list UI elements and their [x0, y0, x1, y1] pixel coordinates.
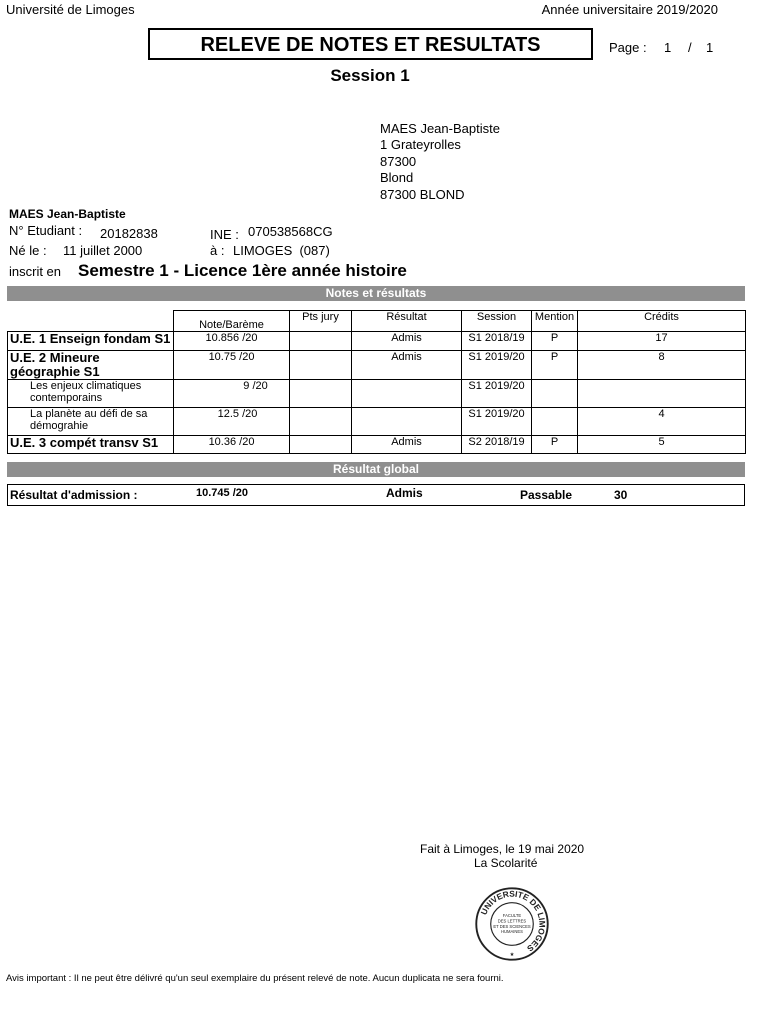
birth-label: Né le :	[9, 243, 47, 258]
table-row	[8, 332, 746, 351]
row-result	[352, 408, 462, 436]
university-name: Université de Limoges	[6, 2, 135, 17]
row-label: Les enjeux climatiques contemporains	[8, 380, 174, 408]
table-row	[8, 436, 746, 454]
row-result: Admis	[352, 351, 462, 380]
row-jury	[290, 351, 352, 380]
stamp-inner-line: FACULTE	[502, 913, 522, 919]
row-label: U.E. 1 Enseign fondam S1	[8, 332, 174, 351]
address-line: MAES Jean-Baptiste	[380, 121, 500, 136]
ine-value: 070538568CG	[248, 224, 333, 239]
table-row	[8, 408, 746, 436]
row-jury	[290, 436, 352, 454]
student-id-label: N° Etudiant :	[9, 223, 83, 238]
page-label: Page :	[609, 40, 647, 55]
row-session: S2 2018/19	[462, 436, 532, 454]
header-jury: Pts jury	[290, 311, 352, 332]
row-result: Admis	[352, 436, 462, 454]
footer-notice: Avis important : Il ne peut être délivré qu'un seul exemplaire du présent relevé de note. Aucun duplicata ne sera fourni.	[6, 973, 504, 984]
row-credits	[578, 380, 746, 408]
row-session: S1 2019/20	[462, 351, 532, 380]
birth-place-label: à :	[210, 243, 225, 258]
row-note: 12.5 /20	[174, 408, 290, 436]
row-mention	[532, 380, 578, 408]
student-id-value: 20182838	[100, 226, 158, 241]
row-note: 10.36 /20	[174, 436, 290, 454]
session-title: Session 1	[330, 66, 410, 85]
ine-label: INE :	[210, 227, 239, 242]
row-label: U.E. 3 compét transv S1	[8, 436, 174, 454]
header-mention: Mention	[532, 311, 578, 332]
row-session: S1 2019/20	[462, 380, 532, 408]
row-session: S1 2019/20	[462, 408, 532, 436]
row-jury	[290, 332, 352, 351]
address-line: 87300	[380, 154, 417, 169]
row-label: U.E. 2 Mineure géographie S1	[8, 351, 174, 380]
birth-place-value: LIMOGES (087)	[233, 243, 330, 258]
row-session: S1 2018/19	[462, 332, 532, 351]
admission-result: Admis	[386, 486, 423, 500]
stamp-inner-line: DES LETTRES	[497, 918, 527, 924]
table-row	[8, 351, 746, 380]
global-section-bar: Résultat global	[7, 462, 745, 477]
student-name: MAES Jean-Baptiste	[9, 207, 126, 221]
table-row	[8, 380, 746, 408]
birth-value: 11 juillet 2000	[63, 243, 143, 258]
row-credits: 8	[578, 351, 746, 380]
page-current: 1	[664, 40, 672, 55]
row-note: 10.856 /20	[174, 332, 290, 351]
star-icon: ★	[509, 951, 515, 958]
signature-service: La Scolarité	[474, 856, 538, 870]
page-title: RELEVE DE NOTES ET RESULTATS	[200, 34, 541, 56]
signature-place-date: Fait à Limoges, le 19 mai 2020	[420, 842, 585, 856]
admission-credits: 30	[614, 488, 628, 502]
row-mention	[532, 408, 578, 436]
header-blank	[8, 311, 174, 332]
header-result: Résultat	[352, 311, 462, 332]
title-box	[148, 28, 593, 60]
row-jury	[290, 380, 352, 408]
row-jury	[290, 408, 352, 436]
page-separator: /	[688, 40, 692, 55]
row-credits: 5	[578, 436, 746, 454]
stamp-inner-line: ET DES SCIENCES	[493, 923, 531, 929]
row-label: La planète au défi de sa démograhie	[8, 408, 174, 436]
stamp-ring-text: UNIVERSITE DE LIMOGES	[478, 888, 548, 954]
row-note: 10.75 /20	[174, 351, 290, 380]
row-mention: P	[532, 436, 578, 454]
stamp-inner-line: HUMAINES	[501, 929, 523, 935]
table-header-row	[8, 311, 746, 332]
header-session: Session	[462, 311, 532, 332]
admission-label: Résultat d'admission :	[10, 488, 138, 502]
notes-section-bar: Notes et résultats	[7, 286, 745, 301]
program-title: Semestre 1 - Licence 1ère année histoire	[78, 261, 407, 280]
academic-year: Année universitaire 2019/2020	[541, 2, 718, 17]
page-total: 1	[706, 40, 714, 55]
grades-table	[7, 310, 746, 454]
address-line: Blond	[380, 170, 414, 185]
row-note: 9 /20	[174, 380, 290, 408]
row-mention: P	[532, 332, 578, 351]
address-line: 1 Grateyrolles	[380, 137, 461, 152]
row-result: Admis	[352, 332, 462, 351]
global-result-box	[7, 484, 745, 506]
enrolled-label: inscrit en	[9, 264, 62, 279]
header-note: Note/Barème	[174, 311, 290, 332]
admission-mention: Passable	[520, 488, 573, 502]
address-line: 87300 BLOND	[380, 187, 465, 202]
header-credits: Crédits	[578, 311, 746, 332]
row-mention: P	[532, 351, 578, 380]
row-credits: 4	[578, 408, 746, 436]
admission-note: 10.745 /20	[196, 487, 248, 499]
university-stamp	[474, 886, 550, 962]
row-credits: 17	[578, 332, 746, 351]
row-result	[352, 380, 462, 408]
